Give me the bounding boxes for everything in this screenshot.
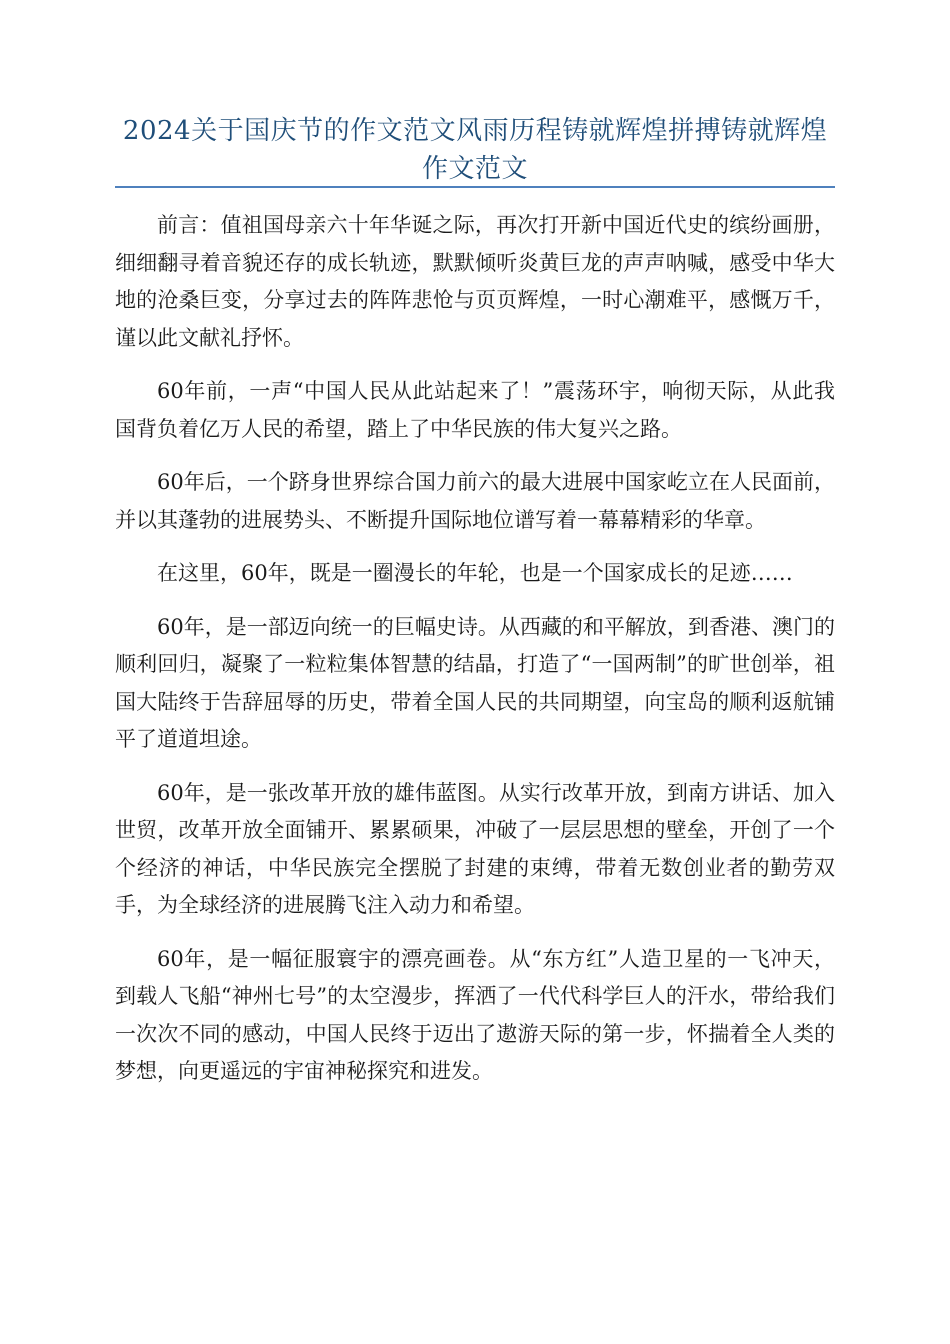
- title-divider: [115, 186, 835, 188]
- paragraph-preface: 前言：值祖国母亲六十年华诞之际，再次打开新中国近代史的缤纷画册，细细翻寻着音貌还存的成长轨迹，默默倾听炎黄巨龙的声声呐喊，感受中华大地的沧桑巨变，分享过去的阵阵悲怆与页页辉煌，一时心潮难平，感慨万千，谨以此文献礼抒怀。: [115, 213, 835, 350]
- paragraph: 60年前，一声“中国人民从此站起来了！”震荡环宇，响彻天际，从此我国背负着亿万人民的希望，踏上了中华民族的伟大复兴之路。: [115, 379, 835, 441]
- paragraph: 60年，是一幅征服寰宇的漂亮画卷。从“东方红”人造卫星的一飞冲天，到载人飞船“神州七号”的太空漫步，挥洒了一代代科学巨人的汗水，带给我们一次次不同的感动，中国人民终于迈出了遨游天际的第一步，怀揣着全人类的梦想，向更遥远的宇宙神秘探究和进发。: [115, 946, 835, 1083]
- paragraph: 60年，是一张改革开放的雄伟蓝图。从实行改革开放，到南方讲话、加入世贸，改革开放全面铺开、累累硕果，冲破了一层层思想的壁垒，开创了一个个经济的神话，中华民族完全摆脱了封建的束缚，带着无数创业者的勤劳双手，为全球经济的进展腾飞注入动力和希望。: [115, 780, 835, 917]
- paragraph: 60年后，一个跻身世界综合国力前六的最大进展中国家屹立在人民面前，并以其蓬勃的进展势头、不断提升国际地位谱写着一幕幕精彩的华章。: [115, 470, 835, 532]
- document-title: 2024关于国庆节的作文范文风雨历程铸就辉煌拼搏铸就辉煌作文范文: [122, 116, 828, 184]
- document-body: [115, 207, 835, 1107]
- title-block: [115, 112, 835, 188]
- paragraph: 60年，是一部迈向统一的巨幅史诗。从西藏的和平解放，到香港、澳门的顺利回归，凝聚了一粒粒集体智慧的结晶，打造了“一国两制”的旷世创举，祖国大陆终于告辞屈辱的历史，带着全国人民的共同期望，向宝岛的顺利返航铺平了道道坦途。: [115, 614, 835, 751]
- paragraph: 在这里，60年，既是一圈漫长的年轮，也是一个国家成长的足迹……: [157, 561, 793, 585]
